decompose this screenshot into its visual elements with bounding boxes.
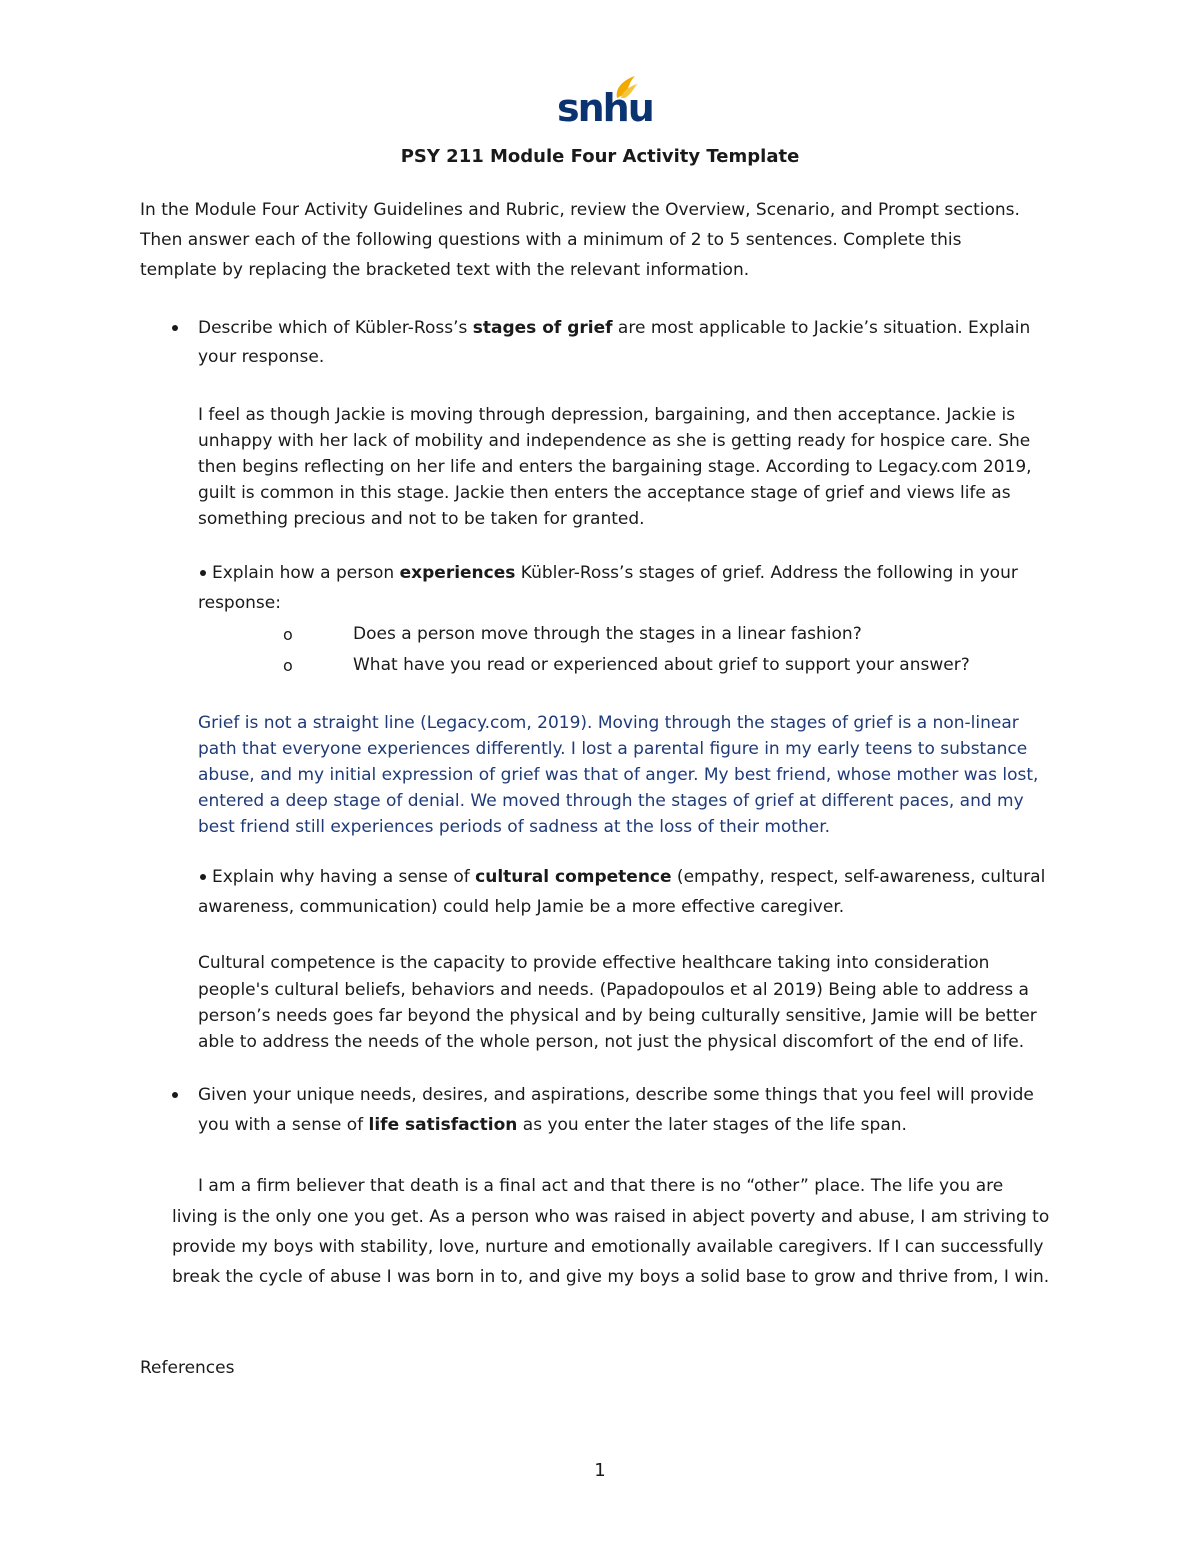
- answer-3-line: Cultural competence is the capacity to provide effective healthcare taking into consideration: [198, 953, 990, 973]
- intro-line: Then answer each of the following questions with a minimum of 2 to 5 sentences. Complete this: [140, 230, 962, 250]
- page-number: 1: [594, 1460, 606, 1481]
- bullet-icon: [172, 325, 178, 331]
- references-heading: References: [140, 1358, 235, 1378]
- intro-line: template by replacing the bracketed text with the relevant information.: [140, 260, 750, 280]
- question-2: Explain how a person experiences Kübler-Ross’s stages of grief. Address the following in your: [212, 563, 1018, 583]
- snhu-logo: [555, 72, 653, 134]
- question-2-sub-item: What have you read or experienced about grief to support your answer?: [353, 655, 970, 675]
- question-4: Given your unique needs, desires, and aspirations, describe some things that you feel will provide: [198, 1085, 1034, 1105]
- answer-4-line: break the cycle of abuse I was born in to, and give my boys a solid base to grow and thrive from, I win.: [172, 1267, 1050, 1287]
- question-1-line-2: your response.: [198, 347, 325, 367]
- question-4-line-2: you with a sense of life satisfaction as you enter the later stages of the life span.: [198, 1115, 907, 1135]
- answer-1-line: then begins reflecting on her life and enters the bargaining stage. According to Legacy.com 2019,: [198, 457, 1032, 477]
- question-2-sub-item: Does a person move through the stages in a linear fashion?: [353, 624, 862, 644]
- answer-2-line: abuse, and my initial expression of grief was that of anger. My best friend, whose mother was lost,: [198, 765, 1039, 785]
- question-3: Explain why having a sense of cultural competence (empathy, respect, self-awareness, cultural: [212, 867, 1046, 887]
- answer-1-line: I feel as though Jackie is moving through depression, bargaining, and then acceptance. Jackie is: [198, 405, 1016, 425]
- answer-3-line: able to address the needs of the whole person, not just the physical discomfort of the end of life.: [198, 1032, 1025, 1052]
- sub-bullet-icon: o: [283, 656, 293, 675]
- bullet-icon: [172, 1092, 178, 1098]
- answer-4-line: living is the only one you get. As a person who was raised in abject poverty and abuse, I am striving to: [172, 1207, 1050, 1227]
- answer-3-line: people's cultural beliefs, behaviors and needs. (Papadopoulos et al 2019) Being able to address a: [198, 980, 1029, 1000]
- bullet-icon: [200, 874, 206, 880]
- answer-1-line: guilt is common in this stage. Jackie then enters the acceptance stage of grief and views life as: [198, 483, 1011, 503]
- answer-4-line: provide my boys with stability, love, nurture and emotionally available caregivers. If I can successfully: [172, 1237, 1044, 1257]
- answer-1-line: unhappy with her lack of mobility and independence as she is getting ready for hospice care. She: [198, 431, 1031, 451]
- answer-3-line: person’s needs goes far beyond the physical and by being culturally sensitive, Jamie will be better: [198, 1006, 1037, 1026]
- answer-2-line: best friend still experiences periods of sadness at the loss of their mother.: [198, 817, 831, 837]
- question-1: Describe which of Kübler-Ross’s stages of grief are most applicable to Jackie’s situation. Explain: [198, 318, 1031, 338]
- answer-2-line: path that everyone experiences differently. I lost a parental figure in my early teens to substance: [198, 739, 1028, 759]
- answer-4-line: I am a firm believer that death is a final act and that there is no “other” place. The life you are: [198, 1176, 1004, 1196]
- answer-2-line: entered a deep stage of denial. We moved through the stages of grief at different paces, and my: [198, 791, 1024, 811]
- logo-wordmark: snhu: [557, 86, 653, 130]
- question-2-line-2: response:: [198, 593, 281, 613]
- answer-2-line: Grief is not a straight line (Legacy.com, 2019). Moving through the stages of grief is a non-linear: [198, 713, 1019, 733]
- question-3-line-2: awareness, communication) could help Jamie be a more effective caregiver.: [198, 897, 845, 917]
- sub-bullet-icon: o: [283, 625, 293, 644]
- intro-line: In the Module Four Activity Guidelines and Rubric, review the Overview, Scenario, and Prompt sections.: [140, 200, 1020, 220]
- bullet-icon: [200, 570, 206, 576]
- page-title: PSY 211 Module Four Activity Template: [400, 146, 800, 167]
- answer-1-line: something precious and not to be taken for granted.: [198, 509, 645, 529]
